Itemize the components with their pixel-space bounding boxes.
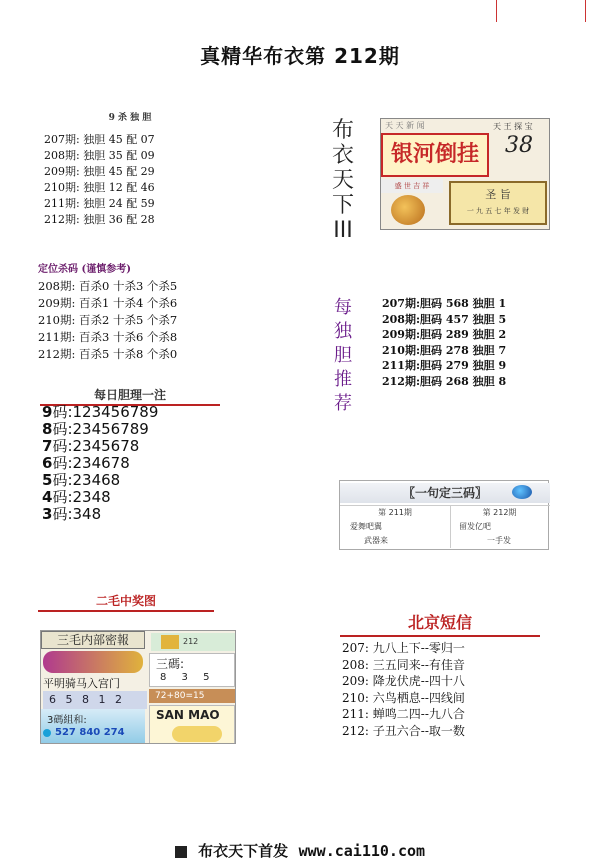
list-item: 209期:胆码 289 独胆 2 (382, 328, 507, 341)
list-item: 207期:胆码 568 独胆 1 (382, 297, 507, 310)
banner-image (380, 118, 550, 230)
medal-icon (161, 635, 179, 649)
ermao-title-box: 三毛内部密報 (41, 631, 145, 649)
banner-caption: 天 天 新 闻 (385, 121, 425, 130)
vertical-subtitle: 每 独 胆 推 荐 (334, 297, 352, 414)
list-item: 7码:2345678 (42, 437, 140, 455)
footer (0, 840, 600, 861)
top-divider (585, 0, 586, 22)
list-item: 210: 六鸟栖息--四线间 (342, 690, 465, 705)
list-item: 209: 降龙伏虎--四十八 (342, 674, 465, 688)
list-item: 210期:胆码 278 独胆 7 (382, 343, 507, 357)
footer-text: 布衣天下首发 (198, 842, 289, 860)
yiju-row (340, 505, 550, 549)
dudan-heading: 9 杀 独 胆 (108, 113, 152, 123)
banner-main-text: 银河倒挂 (381, 133, 489, 177)
yiju-col-211: 第 211期 爱舞吧翼 武器来 (350, 508, 412, 545)
list-item: 8码:23456789 (42, 420, 149, 438)
list-item: 9码:123456789 (42, 403, 159, 421)
top-divider (496, 0, 497, 22)
list-item: 211期:胆码 279 独胆 9 (382, 359, 507, 372)
list-item: 6码:234678 (42, 454, 130, 472)
dudan-list (44, 132, 155, 228)
list-item: 211期: 独胆 24 配 59 (44, 197, 155, 210)
daily-pick-list (42, 404, 158, 523)
list-item: 210期: 百杀2 十杀5 个杀7 (38, 313, 178, 327)
list-item: 212期: 百杀5 十杀8 个杀0 (38, 347, 178, 361)
ermao-period: 212 (151, 633, 235, 651)
footer-url[interactable]: www.cai110.com (298, 842, 426, 860)
banner-script: 38 (505, 133, 533, 158)
banner-strip: 盛 世 吉 祥 (381, 179, 443, 193)
list-item: 212: 子丑六合--取一数 (342, 723, 465, 738)
vertical-title: 布 衣 天 下 III (331, 118, 354, 243)
dot-icon (43, 729, 51, 737)
tiger-icon (391, 195, 425, 225)
list-item: 209期: 百杀1 十杀4 个杀6 (38, 296, 178, 310)
page-title: 真精华布衣第 212期 (200, 44, 400, 68)
list-item: 208期:胆码 457 独胆 5 (382, 312, 507, 326)
yiju-box (339, 480, 549, 550)
list-item: 209期: 独胆 45 配 29 (44, 165, 155, 178)
logo-icon (175, 846, 187, 858)
banner-caption: 天 王 探 宝 (493, 122, 533, 131)
ermao-line1: 平明骑马入宫门 (43, 677, 120, 690)
ermao-bottom: 3碼組和: 527 840 274 (41, 709, 145, 744)
list-item: 3码:348 (42, 505, 102, 523)
globe-icon (512, 485, 532, 499)
list-item: 207: 九八上下--零归一 (342, 641, 465, 655)
dingwei-heading: 定位杀码 (谨慎参考) (38, 264, 131, 275)
list-item: 208: 三五同来--有佳音 (342, 657, 465, 672)
list-item: 212期:胆码 268 独胆 8 (382, 374, 507, 388)
list-item: 208期: 独胆 35 配 09 (44, 149, 155, 162)
yiju-heading: 〖一句定三码〗 (340, 483, 550, 503)
list-item: 212期: 独胆 36 配 28 (44, 213, 155, 226)
ermao-right: 三碼: 8 3 5 (149, 653, 235, 687)
beijing-heading: 北京短信 (340, 610, 540, 637)
yiju-col-212: 第 212期 留发亿吧 一手发 (450, 506, 540, 548)
ermao-formula: 72+80=15 (149, 689, 235, 703)
list-item: 5码:23468 (42, 471, 121, 489)
dingwei-list (38, 278, 177, 363)
list-item: 4码:2348 (42, 488, 111, 506)
ermao-sanmao: SAN MAO (149, 705, 235, 744)
ermao-decor (43, 651, 143, 673)
ermao-image (40, 630, 236, 744)
list-item: 207期: 独胆 45 配 07 (44, 133, 155, 146)
ribbon-icon (172, 726, 222, 742)
list-item: 208期: 百杀0 十杀3 个杀5 (38, 279, 178, 293)
list-item: 211期: 百杀3 十杀6 个杀8 (38, 330, 178, 344)
list-item: 210期: 独胆 12 配 46 (44, 181, 155, 194)
ermao-heading: 二毛中奖图 (38, 592, 214, 612)
ermao-nums: 6 5 8 1 2 (43, 691, 147, 709)
list-item: 211: 蝉鸣二四--九八合 (342, 707, 465, 721)
scroll-icon: 圣 旨 一 九 五 七 年 发 财 (449, 181, 547, 225)
beijing-list (342, 640, 465, 739)
daily-pick-heading: 每日胆理一注 (40, 386, 220, 406)
picks-list (382, 296, 506, 389)
